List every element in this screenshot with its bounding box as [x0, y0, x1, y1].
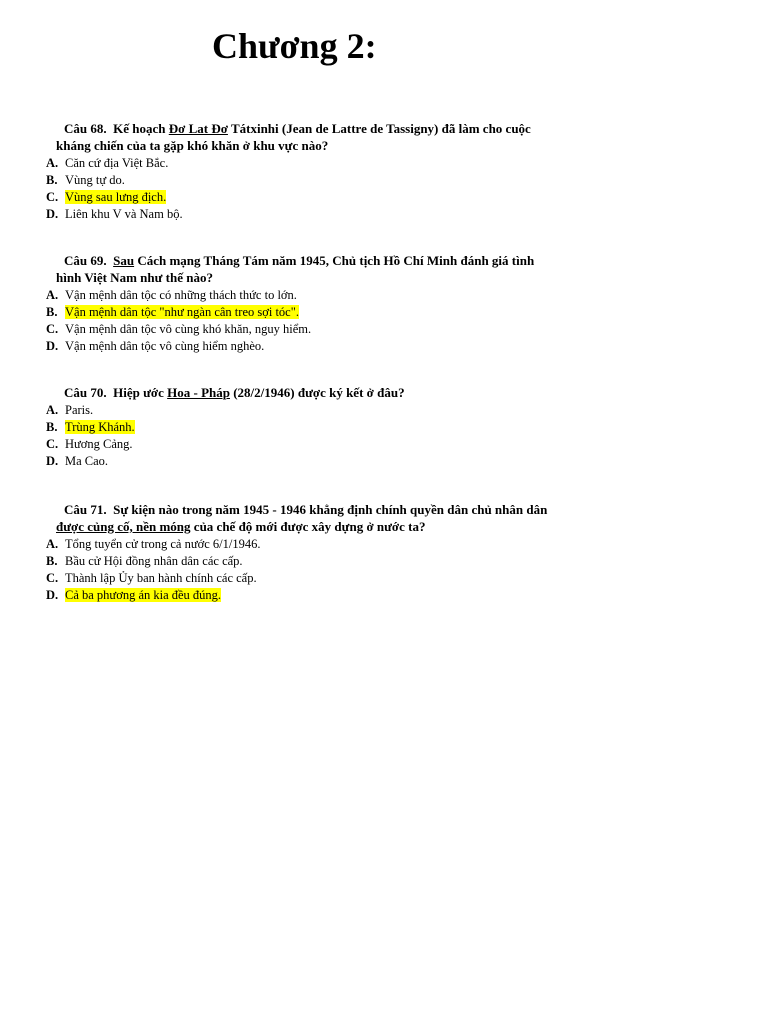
option-d: D. Vận mệnh dân tộc vô cùng hiểm nghèo. [46, 339, 265, 353]
question-71 [46, 501, 586, 604]
highlighted-answer: Trùng Khánh. [65, 420, 135, 434]
options-list [46, 287, 586, 355]
option-a: A. Căn cứ địa Việt Bắc. [46, 156, 169, 170]
option-c: C. Thành lập Ủy ban hành chính các cấp. [46, 571, 257, 585]
highlighted-answer: Vùng sau lưng địch. [65, 190, 167, 204]
question-stem: Câu 68. Kế hoạch Đơ Lat Đơ Tátxinhi (Jean de Lattre de Tassigny) đã làm cho cuộc kháng chiến của ta gặp khó khăn ở khu vực nào? [56, 121, 531, 153]
option-d: D. Ma Cao. [46, 454, 109, 468]
option-a: A. Tổng tuyển cử trong cả nước 6/1/1946. [46, 537, 261, 551]
highlighted-answer: Vận mệnh dân tộc "như ngàn cân treo sợi tóc". [65, 305, 299, 319]
question-69 [46, 252, 586, 355]
options-list [46, 402, 586, 470]
option-d: D. Cả ba phương án kia đều đúng. [46, 588, 222, 602]
option-d: D. Liên khu V và Nam bộ. [46, 207, 183, 221]
question-number: Câu 70. [64, 385, 107, 400]
option-b: B. Trùng Khánh. [46, 420, 135, 434]
question-68 [46, 120, 586, 223]
question-stem: Câu 71. Sự kiện nào trong năm 1945 - 1946 khẳng định chính quyền dân chủ nhân dân được củng cố, nền móng của chế độ mới được xây dựng ở nước ta? [56, 502, 548, 534]
option-a: A. Vận mệnh dân tộc có những thách thức to lớn. [46, 288, 297, 302]
highlighted-answer: Cả ba phương án kia đều đúng. [65, 588, 222, 602]
option-b: B. Vận mệnh dân tộc "như ngàn cân treo sợi tóc". [46, 305, 299, 319]
option-b: B. Bầu cử Hội đồng nhân dân các cấp. [46, 554, 243, 568]
option-b: B. Vùng tự do. [46, 173, 125, 187]
option-c: C. Vận mệnh dân tộc vô cùng khó khăn, nguy hiểm. [46, 322, 312, 336]
question-stem: Câu 70. Hiệp ước Hoa - Pháp (28/2/1946) được ký kết ở đâu? [64, 385, 405, 400]
question-number: Câu 71. [64, 502, 107, 517]
question-number: Câu 69. [64, 253, 107, 268]
option-c: C. Vùng sau lưng địch. [46, 190, 167, 204]
question-stem: Câu 69. Sau Cách mạng Tháng Tám năm 1945, Chủ tịch Hồ Chí Minh đánh giá tình hình Việt Nam như thế nào? [56, 253, 535, 285]
chapter-title: Chương 2: [212, 26, 377, 66]
option-a: A. Paris. [46, 403, 94, 417]
question-number: Câu 68. [64, 121, 107, 136]
options-list [46, 536, 586, 604]
question-70 [46, 384, 586, 470]
option-c: C. Hương Cảng. [46, 437, 133, 451]
options-list [46, 155, 586, 223]
